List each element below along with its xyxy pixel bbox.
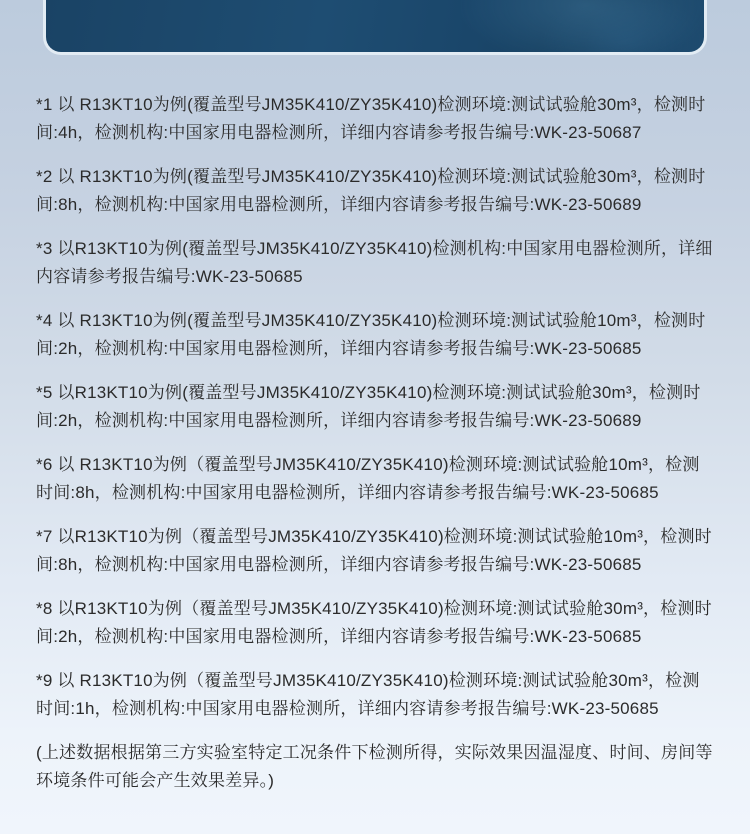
- footnote-1: *1 以 R13KT10为例(覆盖型号JM35K410/ZY35K410)检测环境:测试试验舱30m³，检测时间:4h，检测机构:中国家用电器检测所，详细内容请参考报告编号:WK-23-50687: [36, 95, 706, 142]
- footnote-7: *7 以R13KT10为例（覆盖型号JM35K410/ZY35K410)检测环境:测试试验舱10m³，检测时间:8h，检测机构:中国家用电器检测所，详细内容请参考报告编号:WK-23-50685: [36, 527, 712, 574]
- hero-panel-bottom-edge: [43, 0, 707, 55]
- footnote-4: *4 以 R13KT10为例(覆盖型号JM35K410/ZY35K410)检测环境:测试试验舱10m³，检测时间:2h，检测机构:中国家用电器检测所，详细内容请参考报告编号:WK-23-50685: [36, 311, 706, 358]
- footnote-5: *5 以R13KT10为例(覆盖型号JM35K410/ZY35K410)检测环境:测试试验舱30m³，检测时间:2h，检测机构:中国家用电器检测所，详细内容请参考报告编号:WK-23-50689: [36, 383, 701, 430]
- footnote-9: *9 以 R13KT10为例（覆盖型号JM35K410/ZY35K410)检测环境:测试试验舱30m³，检测时间:1h，检测机构:中国家用电器检测所，详细内容请参考报告编号:WK-23-50685: [36, 671, 700, 718]
- footnote-2: *2 以 R13KT10为例(覆盖型号JM35K410/ZY35K410)检测环境:测试试验舱30m³，检测时间:8h，检测机构:中国家用电器检测所，详细内容请参考报告编号:WK-23-50689: [36, 167, 706, 214]
- footnote-3: *3 以R13KT10为例(覆盖型号JM35K410/ZY35K410)检测机构:中国家用电器检测所，详细内容请参考报告编号:WK-23-50685: [36, 239, 713, 286]
- footnotes-section: [0, 55, 750, 795]
- footnote-6: *6 以 R13KT10为例（覆盖型号JM35K410/ZY35K410)检测环境:测试试验舱10m³，检测时间:8h，检测机构:中国家用电器检测所，详细内容请参考报告编号:WK-23-50685: [36, 455, 700, 502]
- disclaimer-note: (上述数据根据第三方实验室特定工况条件下检测所得，实际效果因温湿度、时间、房间等环境条件可能会产生效果差异。): [36, 743, 713, 790]
- footnote-8: *8 以R13KT10为例（覆盖型号JM35K410/ZY35K410)检测环境:测试试验舱30m³，检测时间:2h，检测机构:中国家用电器检测所，详细内容请参考报告编号:WK-23-50685: [36, 599, 712, 646]
